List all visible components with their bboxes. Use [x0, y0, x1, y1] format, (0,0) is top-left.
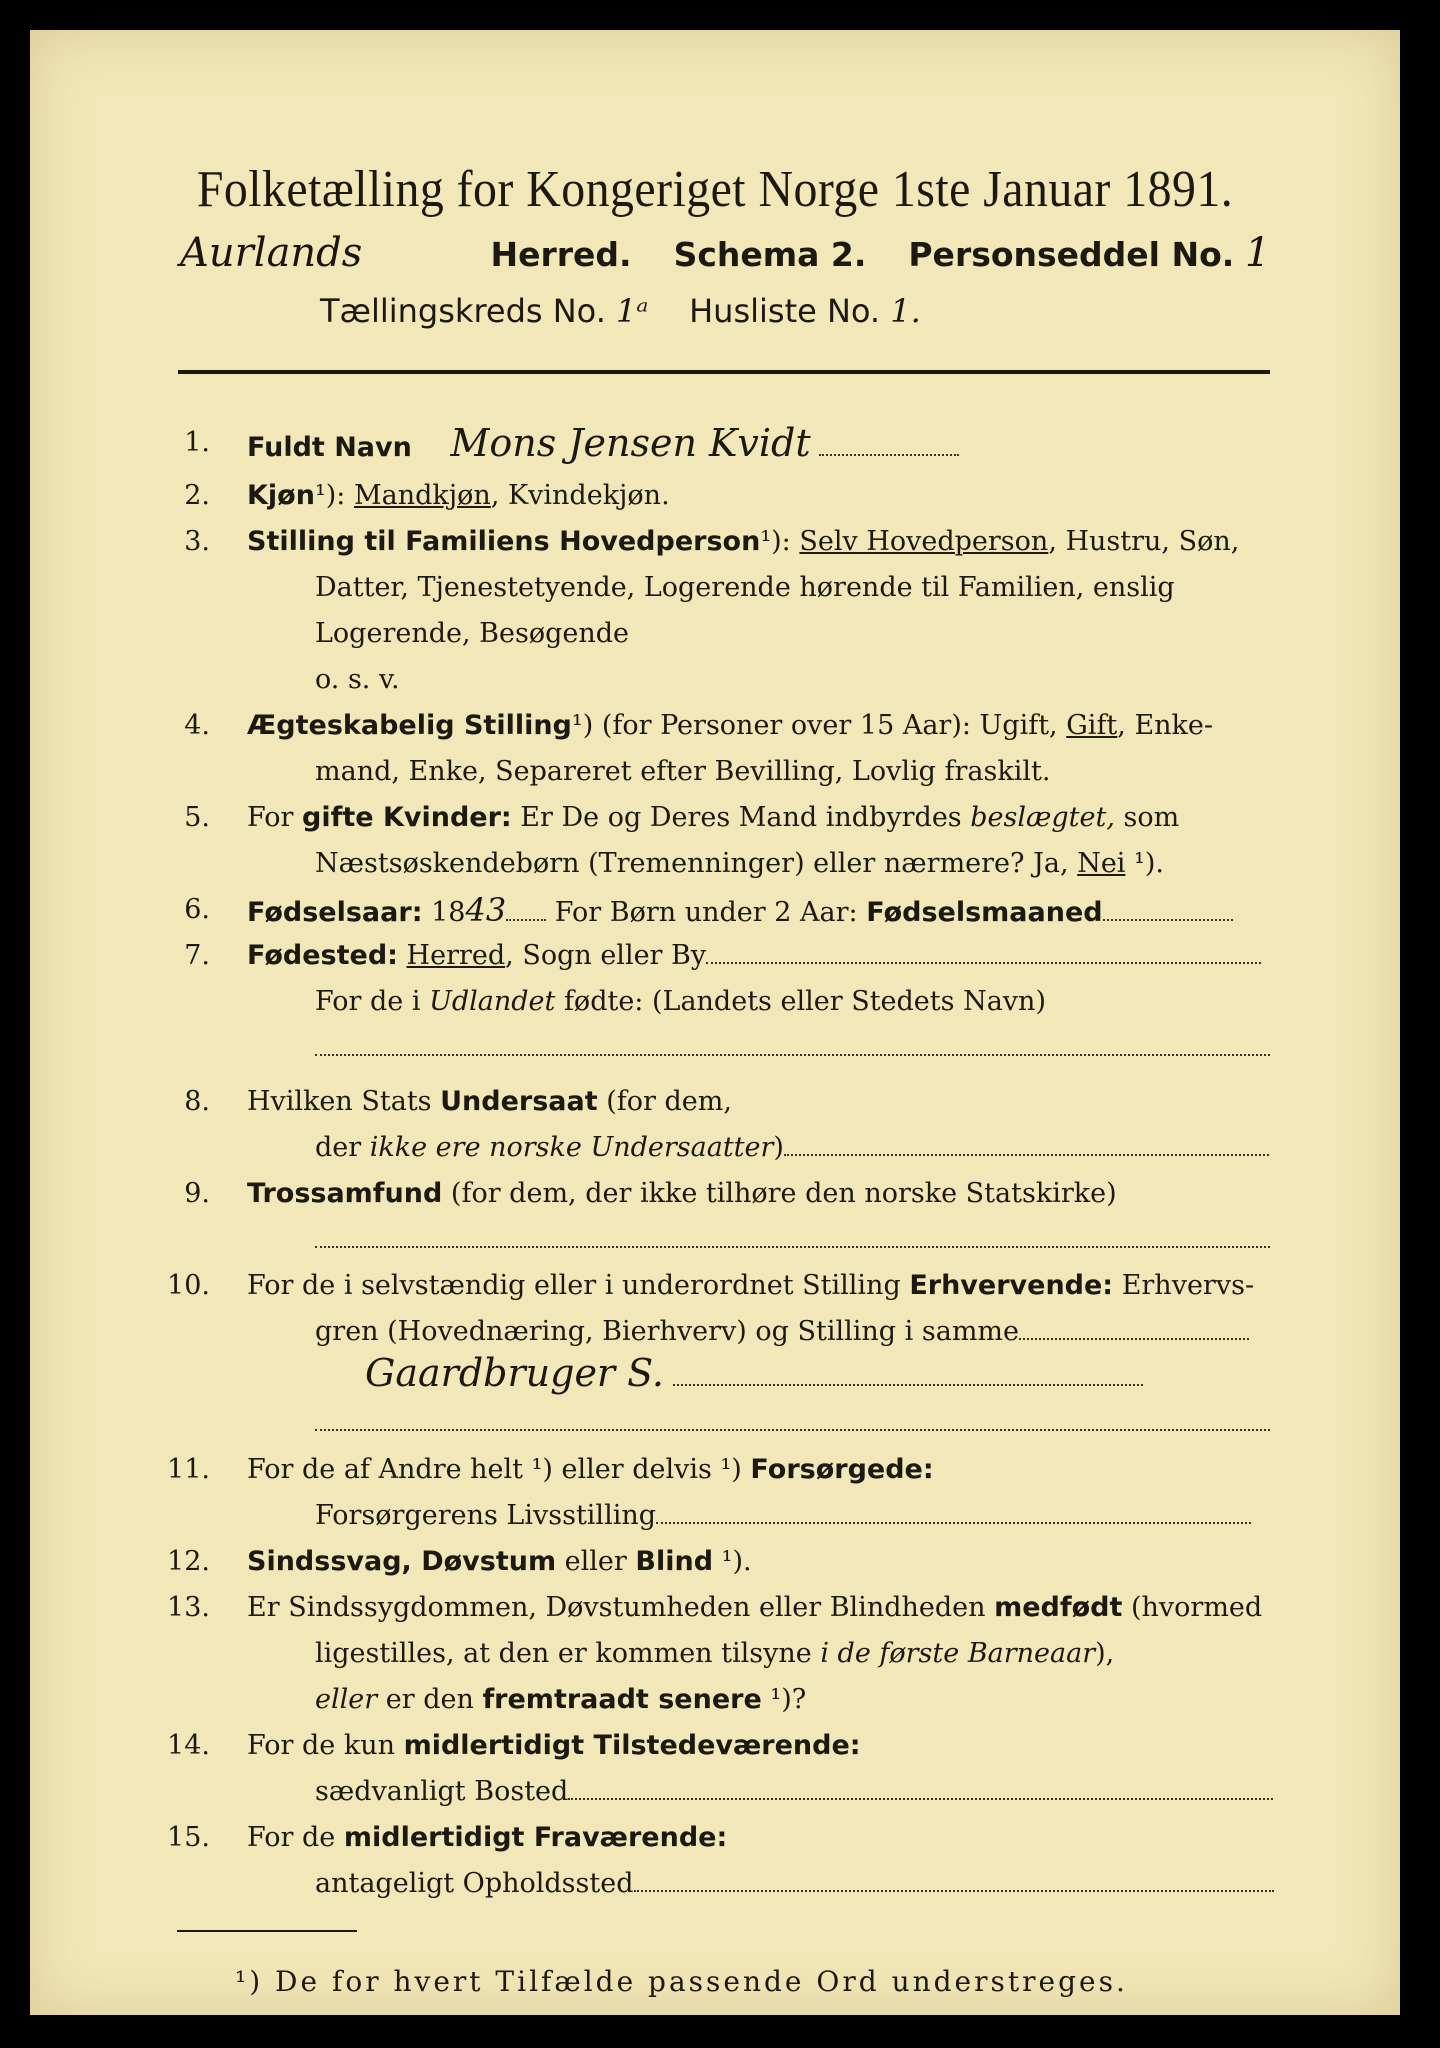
fill-line [315, 1044, 1270, 1056]
fill-line [819, 444, 959, 456]
item-number: 7. [184, 940, 210, 971]
item-text: som [1114, 802, 1180, 833]
italic-text: beslægtet, [970, 802, 1115, 833]
item-text: fødte: (Landets eller Stedets Navn) [555, 986, 1046, 1017]
item-label: gifte Kvinder: [302, 802, 512, 833]
schema-label: Schema 2. [673, 235, 867, 274]
item-text: For de [247, 1822, 344, 1853]
item-text: , Enke- [1117, 710, 1214, 741]
form-title: Folketælling for Kongeriget Norge 1ste Januar 1891. [196, 161, 1234, 218]
item-text-line: mand, Enke, Separeret efter Bevilling, Lovlig fraskilt. [315, 756, 1051, 787]
item-text: ¹). [1125, 848, 1164, 879]
fill-line [634, 1880, 1274, 1892]
item-text: gren (Hovednæring, Bierhverv) og Stilling i samme [315, 1316, 1020, 1347]
item-number: 13. [167, 1592, 210, 1623]
underlined-option: Mandkjøn [354, 480, 491, 511]
item-number: 4. [184, 710, 210, 741]
kreds-value: 1ᵃ [616, 292, 649, 330]
item-text-line: o. s. v. [315, 664, 400, 695]
item-text-line: Logerende, Besøgende [315, 618, 629, 649]
item-text: (for Personer over 15 Aar): Ugift, [593, 710, 1067, 741]
footnote-ref: ¹): [760, 526, 791, 557]
item-text: ¹). [713, 1546, 752, 1577]
item-text: For de kun [247, 1730, 404, 1761]
item-label: Kjøn [247, 480, 315, 511]
underlined-option: Nei [1077, 848, 1126, 879]
item-text: For de i [315, 986, 430, 1017]
fill-line [1019, 1328, 1249, 1340]
item-text: For Børn under 2 Aar: [546, 897, 867, 928]
item-label: Fødested: [247, 940, 398, 971]
footnote: ¹) De for hvert Tilfælde passende Ord understreges. [235, 1965, 1128, 1998]
italic-text: ikke ere norske Undersaatter [369, 1132, 774, 1163]
underlined-option: Selv Hovedperson [799, 526, 1049, 557]
item-text: ) [773, 1132, 784, 1163]
header-line-kreds [320, 292, 1220, 330]
item-text: Forsørgerens Livsstilling [315, 1500, 657, 1531]
fill-line [656, 1512, 1251, 1524]
header-divider [178, 370, 1270, 374]
fill-line [673, 1374, 1143, 1386]
personseddel-label: Personseddel No. [908, 235, 1235, 274]
item-number: 5. [184, 802, 210, 833]
item-text: Hvilken Stats [247, 1086, 441, 1117]
year-prefix: 18 [422, 897, 466, 928]
item-label: Sindssvag, Døvstum [247, 1546, 557, 1577]
fill-line [315, 1419, 1270, 1431]
item-label: Undersaat [440, 1086, 598, 1117]
footnote-ref: ¹) [571, 710, 594, 741]
item-text: (for dem, [597, 1086, 732, 1117]
item-text: , Hustru, Søn, [1048, 526, 1240, 557]
item-label: Blind [635, 1546, 714, 1577]
item-text: Er De og Deres Mand indbyrdes [511, 802, 971, 833]
item-text: eller [556, 1546, 636, 1577]
item-text: er den [377, 1684, 483, 1715]
item-label: Erhvervende: [909, 1270, 1114, 1301]
item-number: 8. [184, 1086, 210, 1117]
italic-text: eller [315, 1684, 378, 1715]
item-label: midlertidigt Fraværende: [343, 1822, 728, 1853]
item-text-line: Datter, Tjenestetyende, Logerende hørende til Familien, enslig [315, 572, 1175, 603]
kreds-label: Tællingskreds No. [320, 292, 606, 330]
item-label: Fuldt Navn [247, 432, 412, 463]
item-label: medfødt [994, 1592, 1123, 1623]
item-text: For de af Andre helt ¹) eller delvis ¹) [247, 1454, 751, 1485]
item-text: ), [1095, 1638, 1115, 1669]
item-number: 15. [167, 1822, 210, 1853]
item-number: 6. [184, 894, 210, 925]
occupation-answer: Gaardbruger S. [365, 1351, 664, 1395]
underlined-option: Gift [1066, 710, 1118, 741]
italic-text: i de første Barneaar [820, 1638, 1096, 1669]
item-text: (hvormed [1122, 1592, 1263, 1623]
item-text: Erhvervs- [1113, 1270, 1255, 1301]
underlined-option: Herred [406, 940, 506, 971]
fill-line [706, 952, 1261, 964]
herred-label: Herred. [490, 235, 632, 274]
item-label: Trossamfund [247, 1178, 443, 1209]
item-text: ¹)? [761, 1684, 807, 1715]
footnote-ref: ¹): [314, 480, 346, 511]
item-text: antageligt Opholdssted [315, 1868, 634, 1899]
herred-value: Aurlands [180, 230, 363, 276]
item-number: 9. [184, 1178, 210, 1209]
item-text: ligestilles, at den er kommen tilsyne [315, 1638, 821, 1669]
husliste-value: 1. [890, 292, 921, 330]
italic-text: Udlandet [429, 986, 556, 1017]
item-text: sædvanligt Bosted [315, 1776, 569, 1807]
name-answer: Mons Jensen Kvidt [450, 421, 811, 465]
census-form-sheet [30, 30, 1400, 2015]
item-text: der [315, 1132, 370, 1163]
birth-year-answer: 43 [465, 891, 507, 929]
item-label: Stilling til Familiens Hovedperson [247, 526, 761, 557]
item-label: Ægteskabelig Stilling [247, 710, 572, 741]
item-number: 2. [184, 480, 210, 511]
item-number: 12. [167, 1546, 210, 1577]
item-text: Næstsøskendebørn (Tremenninger) eller nærmere? Ja, [315, 848, 1078, 879]
item-text: For de i selvstændig eller i underordnet Stilling [247, 1270, 910, 1301]
item-number: 14. [167, 1730, 210, 1761]
footnote-divider [177, 1930, 357, 1932]
item-text: For [247, 802, 303, 833]
fill-line [784, 1144, 1269, 1156]
item-label: Forsørgede: [750, 1454, 934, 1485]
item-text: , Kvindekjøn. [490, 480, 670, 511]
fill-line [1103, 909, 1233, 921]
item-number: 1. [184, 427, 210, 458]
item-text: , Sogn eller By [505, 940, 707, 971]
fill-line [506, 909, 546, 921]
husliste-label: Husliste No. [689, 292, 881, 330]
item-label: Fødselsmaaned [866, 897, 1103, 928]
item-text: (for dem, der ikke tilhøre den norske Statskirke) [442, 1178, 1117, 1209]
item-number: 3. [184, 526, 210, 557]
item-number: 11. [167, 1454, 210, 1485]
personseddel-value: 1 [1244, 230, 1271, 276]
item-number: 10. [167, 1270, 210, 1301]
fill-line [568, 1788, 1273, 1800]
header-line-herred [180, 230, 1280, 276]
fill-line [315, 1236, 1270, 1248]
item-text: Er Sindssygdommen, Døvstumheden eller Blindheden [247, 1592, 995, 1623]
item-label: Fødselsaar: [247, 897, 423, 928]
item-label: fremtraadt senere [482, 1684, 762, 1715]
item-label: midlertidigt Tilstedeværende: [403, 1730, 861, 1761]
